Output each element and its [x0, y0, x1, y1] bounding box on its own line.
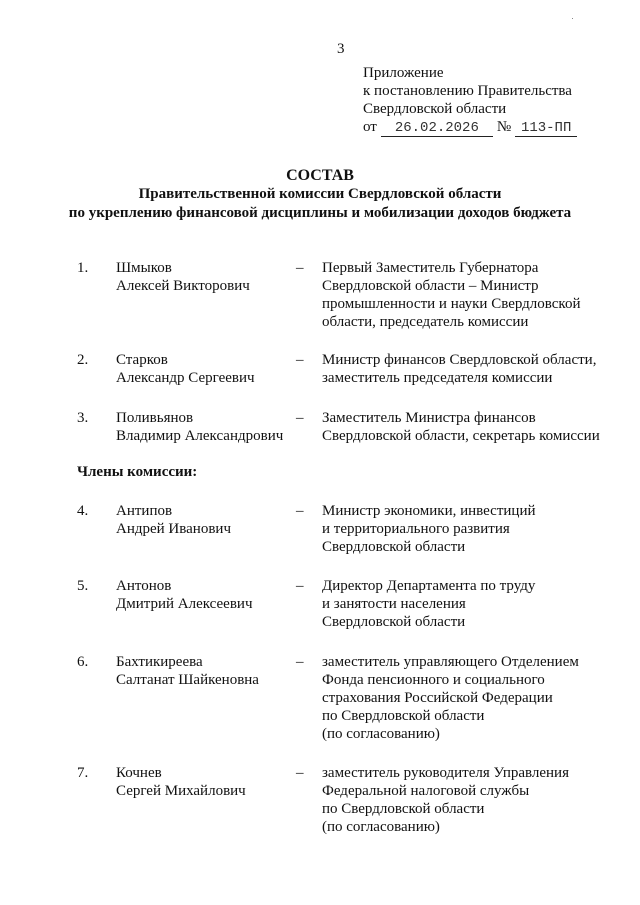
resolution-date: 26.02.2026: [381, 121, 493, 137]
role-line: заместитель руководителя Управления: [322, 765, 569, 781]
member-given-name: Алексей Викторович: [116, 278, 250, 294]
member-role: [322, 351, 596, 387]
member-name: [116, 502, 231, 538]
number-sign: №: [496, 119, 512, 135]
entry-number: 2.: [77, 352, 89, 368]
member-given-name: Александр Сергеевич: [116, 370, 255, 386]
member-surname: Шмыков: [116, 260, 172, 276]
member-name: [116, 577, 253, 613]
member-role: [322, 577, 535, 631]
role-line: области, председатель комиссии: [322, 314, 529, 330]
role-line: Заместитель Министра финансов: [322, 410, 536, 426]
role-line: Министр экономики, инвестиций: [322, 503, 536, 519]
appendix-line-2: к постановлению Правительства: [363, 83, 572, 99]
entry-dash: –: [296, 578, 304, 594]
appendix-date-line: [363, 118, 577, 137]
document-title: [0, 166, 640, 223]
title-main: СОСТАВ: [286, 167, 354, 184]
entry-number: 3.: [77, 410, 89, 426]
member-given-name: Владимир Александрович: [116, 428, 284, 444]
role-line: Федеральной налоговой службы: [322, 783, 530, 799]
role-line: страхования Российской Федерации: [322, 690, 553, 706]
appendix-line-1: Приложение: [363, 65, 444, 81]
member-given-name: Андрей Иванович: [116, 521, 231, 537]
role-line: по Свердловской области: [322, 801, 485, 817]
title-line-2: по укреплению финансовой дисциплины и мобилизации доходов бюджета: [68, 205, 572, 221]
member-surname: Старков: [116, 352, 168, 368]
entry-dash: –: [296, 260, 304, 276]
member-name: [116, 764, 246, 800]
scan-artifact-dot: [572, 18, 573, 19]
role-line: и занятости населения: [322, 596, 466, 612]
member-role: [322, 764, 569, 836]
member-role: [322, 653, 579, 743]
entry-number: 4.: [77, 503, 89, 519]
member-given-name: Дмитрий Алексеевич: [116, 596, 253, 612]
entry-number: 7.: [77, 765, 89, 781]
role-line: заместитель управляющего Отделением: [322, 654, 579, 670]
entry-dash: –: [296, 410, 304, 426]
member-role: [322, 259, 580, 331]
role-line: Свердловской области – Министр: [322, 278, 539, 294]
member-given-name: Салтанат Шайкеновна: [116, 672, 259, 688]
entry-dash: –: [296, 503, 304, 519]
member-surname: Антипов: [116, 503, 173, 519]
member-given-name: Сергей Михайлович: [116, 783, 246, 799]
role-line: Фонда пенсионного и социального: [322, 672, 545, 688]
member-name: [116, 409, 283, 445]
appendix-header: [363, 64, 577, 137]
entry-number: 1.: [77, 260, 89, 276]
appendix-line-3: Свердловской области: [363, 101, 507, 117]
member-surname: Бахтикиреева: [116, 654, 203, 670]
member-name: [116, 653, 259, 689]
member-name: [116, 351, 255, 387]
entry-number: 6.: [77, 654, 89, 670]
entry-dash: –: [296, 765, 304, 781]
date-prefix: от: [363, 119, 377, 135]
member-surname: Антонов: [116, 578, 172, 594]
title-line-1: Правительственной комиссии Свердловской области: [138, 186, 502, 202]
page-number: 3: [337, 41, 345, 57]
role-line: Первый Заместитель Губернатора: [322, 260, 539, 276]
resolution-number: 113-ПП: [515, 121, 577, 137]
role-line: Директор Департамента по труду: [322, 578, 536, 594]
entry-number: 5.: [77, 578, 89, 594]
member-name: [116, 259, 250, 295]
role-line: заместитель председателя комиссии: [322, 370, 553, 386]
role-line: (по согласованию): [322, 726, 440, 742]
role-line: (по согласованию): [322, 819, 440, 835]
role-line: и территориального развития: [322, 521, 510, 537]
role-line: Свердловской области: [322, 539, 466, 555]
role-line: Министр финансов Свердловской области,: [322, 352, 597, 368]
role-line: Свердловской области, секретарь комиссии: [322, 428, 600, 444]
member-surname: Поливьянов: [116, 410, 194, 426]
role-line: промышленности и науки Свердловской: [322, 296, 581, 312]
members-heading: Члены комиссии:: [77, 464, 198, 480]
member-role: [322, 502, 536, 556]
member-surname: Кочнев: [116, 765, 162, 781]
role-line: Свердловской области: [322, 614, 466, 630]
entry-dash: –: [296, 352, 304, 368]
role-line: по Свердловской области: [322, 708, 485, 724]
entry-dash: –: [296, 654, 304, 670]
member-role: [322, 409, 600, 445]
